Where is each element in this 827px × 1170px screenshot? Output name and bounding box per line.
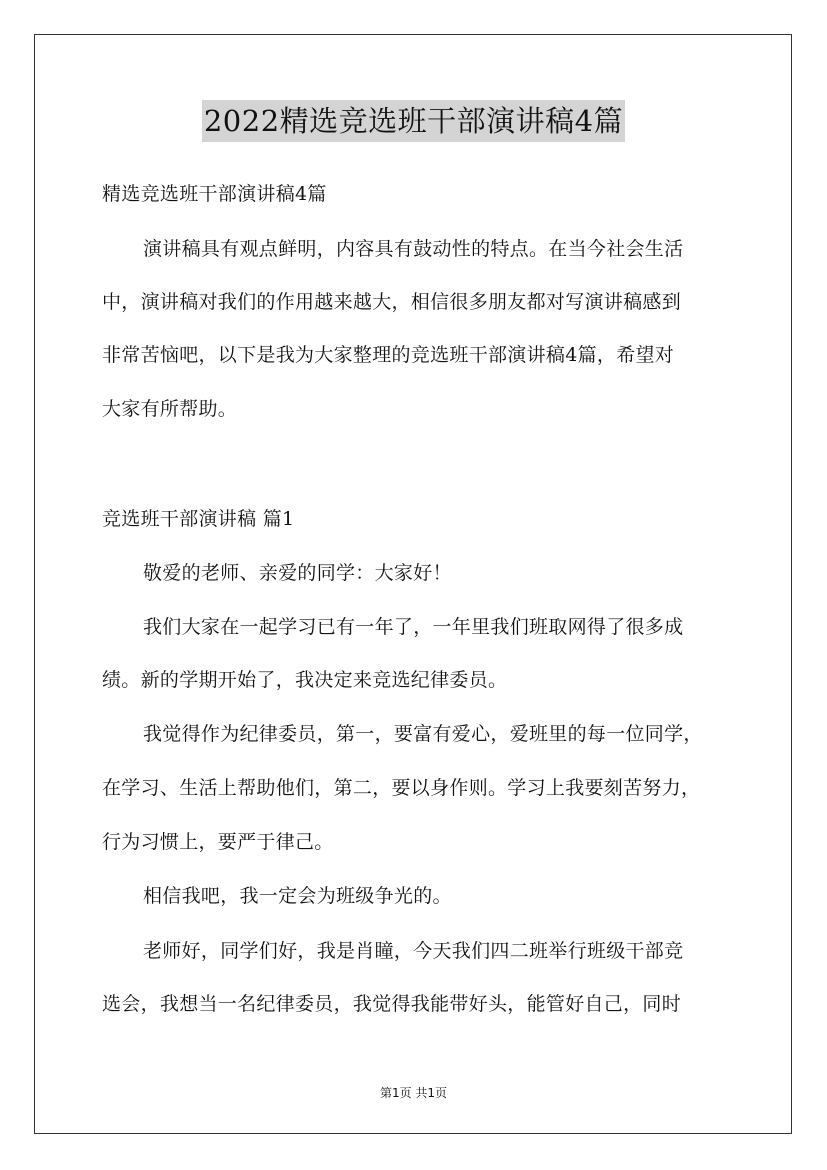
intro-line: 演讲稿具有观点鲜明，内容具有鼓动性的特点。在当今社会生活 <box>143 238 684 260</box>
body-line: 选会，我想当一名纪律委员，我觉得我能带好头，能管好自己，同时 <box>102 993 682 1015</box>
intro-line: 非常苦恼吧，以下是我为大家整理的竞选班干部演讲稿4篇，希望对 <box>102 344 675 366</box>
intro-line: 中，演讲稿对我们的作用越来越大，相信很多朋友都对写演讲稿感到 <box>102 291 682 313</box>
title-container <box>0 100 827 142</box>
body-line: 我们大家在一起学习已有一年了，一年里我们班取网得了很多成 <box>143 616 684 638</box>
body-line: 老师好，同学们好，我是肖瞳，今天我们四二班举行班级干部竞 <box>143 940 684 962</box>
body-line: 相信我吧，我一定会为班级争光的。 <box>143 885 452 907</box>
body-line: 行为习惯上，要严于律己。 <box>102 831 334 853</box>
body-line: 我觉得作为纪律委员，第一，要富有爱心，爱班里的每一位同学， <box>143 723 703 745</box>
section-heading: 竞选班干部演讲稿 篇1 <box>102 508 295 530</box>
body-line: 敬爱的老师、亲爱的同学：大家好！ <box>143 562 452 584</box>
document-subtitle: 精选竞选班干部演讲稿4篇 <box>102 183 327 205</box>
body-line: 在学习、生活上帮助他们，第二，要以身作则。学习上我要刻苦努力， <box>102 777 701 799</box>
document-title: 2022精选竞选班干部演讲稿4篇 <box>202 100 625 142</box>
body-line: 绩。新的学期开始了，我决定来竞选纪律委员。 <box>102 669 508 691</box>
page-footer: 第1页 共1页 <box>379 1086 448 1100</box>
intro-line: 大家有所帮助。 <box>102 398 238 420</box>
